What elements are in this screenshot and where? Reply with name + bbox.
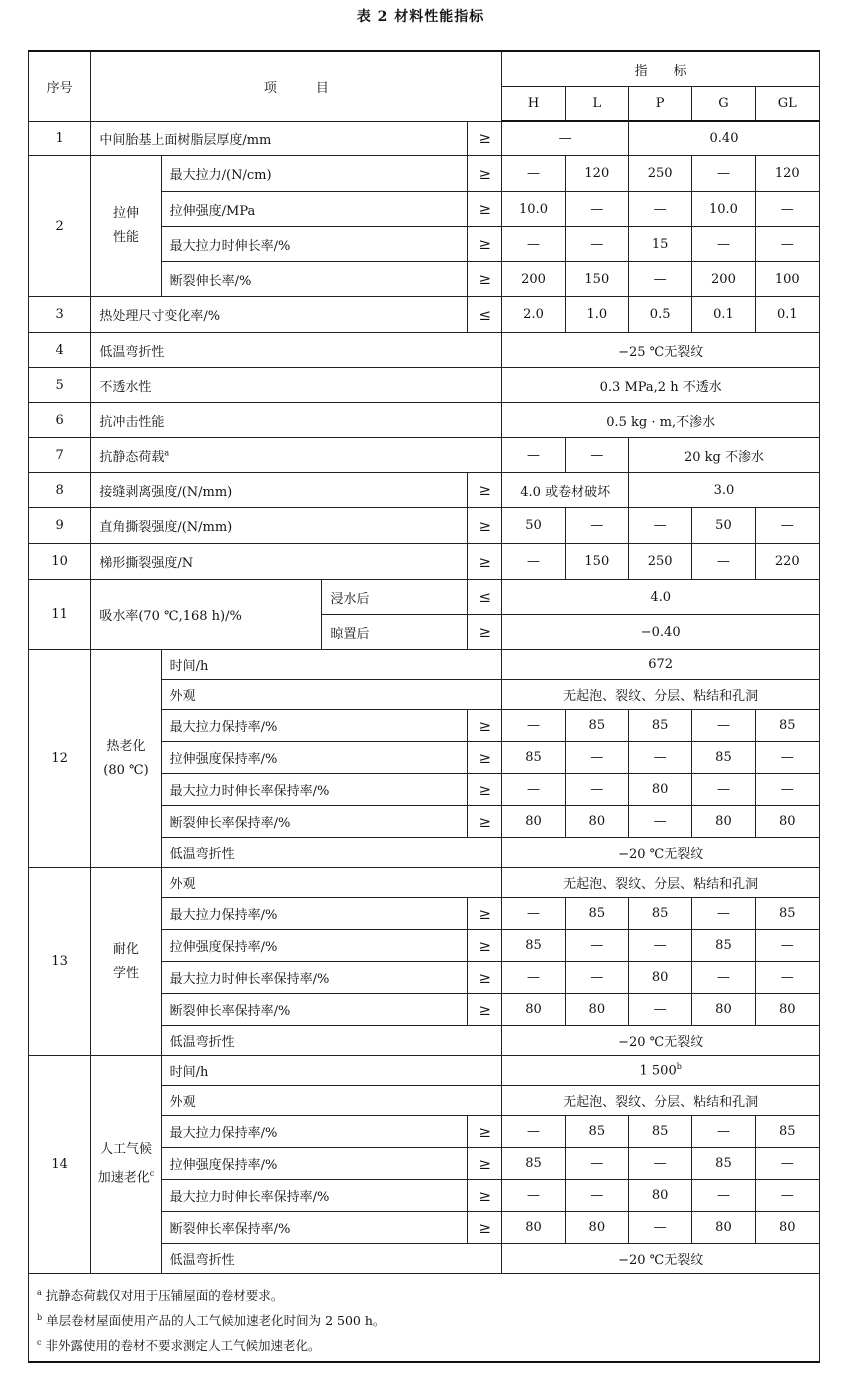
value-cell: — (502, 438, 565, 473)
item-name: 拉伸强度/MPa (161, 192, 468, 227)
value-cell: −20 ℃无裂纹 (502, 1026, 820, 1056)
item-name (91, 438, 502, 473)
group-label-line (95, 962, 156, 986)
row-number: 1 (29, 121, 91, 156)
value-cell: — (628, 994, 691, 1026)
value-cell: — (755, 930, 819, 962)
value-cell: 200 (692, 262, 755, 297)
operator (468, 1086, 502, 1116)
value-cell: 2.0 (502, 297, 565, 333)
value-cell: 80 (502, 806, 565, 838)
row-number: 9 (29, 508, 91, 544)
value-cell: — (502, 710, 565, 742)
sub-item-name: 外观 (161, 680, 468, 710)
footnote-mark: a (37, 1288, 42, 1297)
sub-item-name: 拉伸强度保持率/% (161, 1148, 468, 1180)
value-cell: 1.0 (565, 297, 628, 333)
value-cell: — (565, 192, 628, 227)
footnote-mark: c (149, 1169, 155, 1179)
value-cell: 0.1 (692, 297, 755, 333)
operator: ≥ (468, 544, 502, 580)
value-cell: 250 (628, 544, 691, 580)
group-label-line: 热老化 (106, 738, 146, 754)
item-name: 最大拉力时伸长率/% (161, 227, 468, 262)
table-row (29, 580, 820, 615)
table-row (29, 333, 820, 368)
value-cell: — (755, 1180, 819, 1212)
table-row (29, 1274, 820, 1363)
row-number: 2 (29, 156, 91, 297)
value-cell: 无起泡、裂纹、分层、粘结和孔洞 (502, 868, 820, 898)
operator (468, 1026, 502, 1056)
value-cell: 4.0 (502, 580, 820, 615)
value-cell: — (502, 898, 565, 930)
value-cell: — (755, 508, 819, 544)
operator: ≥ (468, 742, 502, 774)
footnote-mark: c (37, 1338, 42, 1347)
header-type-2: P (628, 87, 691, 122)
value-cell: — (755, 774, 819, 806)
row-number: 13 (29, 868, 91, 1056)
operator: ≥ (468, 774, 502, 806)
value-cell: — (565, 438, 628, 473)
value-cell: 150 (565, 544, 628, 580)
footnote-mark: a (164, 448, 170, 458)
value-cell: 80 (628, 1180, 691, 1212)
table-row (29, 868, 820, 898)
header-type-4: GL (755, 87, 819, 122)
value-cell: 80 (628, 962, 691, 994)
value-cell: 0.5 (628, 297, 691, 333)
sub-item-name: 断裂伸长率保持率/% (161, 1212, 468, 1244)
value-cell: 无起泡、裂纹、分层、粘结和孔洞 (502, 1086, 820, 1116)
value-cell: — (502, 962, 565, 994)
value-cell: — (692, 156, 755, 192)
item-name: 最大拉力/(N/cm) (161, 156, 468, 192)
operator: ≥ (468, 930, 502, 962)
footnote (37, 1330, 811, 1355)
group-label-line (95, 759, 156, 783)
value-cell: 无起泡、裂纹、分层、粘结和孔洞 (502, 680, 820, 710)
table-row (29, 121, 820, 156)
sub-item-name: 外观 (161, 868, 468, 898)
value-cell (502, 1056, 820, 1086)
operator: ≥ (468, 156, 502, 192)
table-row (29, 156, 820, 192)
group-label-text: 学性 (112, 965, 139, 981)
table-row (29, 473, 820, 508)
operator: ≥ (468, 262, 502, 297)
operator: ≥ (468, 1212, 502, 1244)
operator (468, 1056, 502, 1086)
table-row (29, 297, 820, 333)
group-label (91, 1056, 161, 1274)
footnote-text: 抗静态荷载仅对用于压铺屋面的卷材要求。 (45, 1288, 284, 1304)
sub-item-name: 最大拉力保持率/% (161, 1116, 468, 1148)
sub-item-name: 晾置后 (322, 615, 468, 650)
value-cell: 50 (502, 508, 565, 544)
value-cell: 100 (755, 262, 819, 297)
value-cell: 85 (755, 1116, 819, 1148)
value-cell: — (502, 227, 565, 262)
group-label-line: 人工气候 (99, 1142, 152, 1158)
header-type-1: L (565, 87, 628, 122)
value-cell: 15 (628, 227, 691, 262)
operator: ≥ (468, 898, 502, 930)
table-row (29, 650, 820, 680)
operator: ≥ (468, 1180, 502, 1212)
value-cell: — (755, 227, 819, 262)
value-cell: 85 (565, 710, 628, 742)
value-cell: — (565, 742, 628, 774)
sub-item-name: 最大拉力保持率/% (161, 898, 468, 930)
value-cell: — (565, 930, 628, 962)
table-row (29, 51, 820, 87)
row-number: 4 (29, 333, 91, 368)
value-cell: 0.40 (628, 121, 819, 156)
value-cell: 85 (502, 742, 565, 774)
operator: ≥ (468, 1148, 502, 1180)
operator (468, 838, 502, 868)
value-cell: — (692, 1180, 755, 1212)
value-cell: — (692, 1116, 755, 1148)
value-cell: — (692, 898, 755, 930)
sub-item-name: 外观 (161, 1086, 468, 1116)
value-cell: 200 (502, 262, 565, 297)
value-cell: 80 (755, 1212, 819, 1244)
value-cell: 250 (628, 156, 691, 192)
value-cell: 120 (755, 156, 819, 192)
value-cell: — (565, 1148, 628, 1180)
value-cell: — (755, 192, 819, 227)
sub-item-name: 最大拉力时伸长率保持率/% (161, 962, 468, 994)
sub-item-name: 断裂伸长率保持率/% (161, 994, 468, 1026)
sub-item-name: 低温弯折性 (161, 1026, 468, 1056)
value-cell: −20 ℃无裂纹 (502, 1244, 820, 1274)
value-cell: — (628, 742, 691, 774)
value-cell: — (628, 262, 691, 297)
value-cell: — (502, 544, 565, 580)
operator (468, 680, 502, 710)
value-cell: — (628, 192, 691, 227)
value-cell: 80 (565, 806, 628, 838)
value-cell: — (628, 1148, 691, 1180)
item-name: 吸水率(70 ℃,168 h)/% (91, 580, 322, 650)
value-cell: — (755, 742, 819, 774)
value-cell: 0.5 kg · m,不渗水 (502, 403, 820, 438)
value-cell: 20 kg 不渗水 (628, 438, 819, 473)
footnote-text: 单层卷材屋面使用产品的人工气候加速老化时间为 2 500 h。 (46, 1313, 386, 1329)
header-indicator: 指 标 (502, 51, 820, 87)
value-cell: — (755, 962, 819, 994)
item-name-text: 抗静态荷载 (99, 449, 165, 465)
value-cell: 85 (755, 898, 819, 930)
value-cell: — (628, 930, 691, 962)
value-cell: — (628, 508, 691, 544)
value-cell: 80 (692, 806, 755, 838)
item-name: 低温弯折性 (91, 333, 502, 368)
value-cell: 3.0 (628, 473, 819, 508)
value-cell: — (565, 227, 628, 262)
value-cell: 10.0 (502, 192, 565, 227)
value-cell: 85 (628, 1116, 691, 1148)
item-name: 不透水性 (91, 368, 502, 403)
value-cell: −25 ℃无裂纹 (502, 333, 820, 368)
value-text: 1 500 (639, 1063, 677, 1079)
value-cell: 85 (692, 742, 755, 774)
item-name: 接缝剥离强度/(N/mm) (91, 473, 468, 508)
sub-item-name: 拉伸强度保持率/% (161, 930, 468, 962)
value-cell: 80 (692, 994, 755, 1026)
value-cell: — (502, 774, 565, 806)
operator: ≥ (468, 1116, 502, 1148)
row-number: 7 (29, 438, 91, 473)
value-cell: 4.0 或卷材破坏 (502, 473, 629, 508)
value-cell: 85 (692, 1148, 755, 1180)
sub-item-name: 最大拉力时伸长率保持率/% (161, 774, 468, 806)
row-number: 5 (29, 368, 91, 403)
row-number: 14 (29, 1056, 91, 1274)
value-cell (502, 650, 820, 680)
row-number: 8 (29, 473, 91, 508)
group-label: 拉伸 性能 (91, 156, 161, 297)
sub-item-name: 时间/h (161, 1056, 468, 1086)
sub-item-name: 浸水后 (322, 580, 468, 615)
operator (468, 650, 502, 680)
row-number: 10 (29, 544, 91, 580)
operator: ≥ (468, 710, 502, 742)
value-cell: 80 (755, 994, 819, 1026)
item-name: 抗冲击性能 (91, 403, 502, 438)
value-cell: — (565, 962, 628, 994)
row-number: 11 (29, 580, 91, 650)
row-number: 12 (29, 650, 91, 868)
group-label-line (95, 1162, 156, 1190)
value-cell: 85 (628, 710, 691, 742)
value-cell: 0.1 (755, 297, 819, 333)
operator: ≥ (468, 121, 502, 156)
operator: ≥ (468, 192, 502, 227)
value-cell: 50 (692, 508, 755, 544)
table-row (29, 438, 820, 473)
value-cell: 85 (755, 710, 819, 742)
value-cell: 80 (692, 1212, 755, 1244)
sub-item-name: 最大拉力时伸长率保持率/% (161, 1180, 468, 1212)
value-cell: 85 (502, 1148, 565, 1180)
value-cell: — (692, 962, 755, 994)
sub-item-name: 低温弯折性 (161, 838, 468, 868)
value-cell: 10.0 (692, 192, 755, 227)
value-cell: — (565, 508, 628, 544)
group-label-text: (80 ℃) (103, 762, 149, 778)
table-row (29, 403, 820, 438)
table-row (29, 544, 820, 580)
footnote (37, 1305, 811, 1330)
footnote-mark: b (676, 1062, 682, 1072)
table-row (29, 508, 820, 544)
operator: ≤ (468, 580, 502, 615)
table-row (29, 368, 820, 403)
header-type-3: G (692, 87, 755, 122)
group-label-line: 耐化 (112, 941, 139, 957)
value-cell: 150 (565, 262, 628, 297)
value-cell: 80 (565, 994, 628, 1026)
value-cell: — (502, 121, 629, 156)
value-cell: 80 (755, 806, 819, 838)
header-seq: 序号 (29, 51, 91, 121)
footnote (37, 1280, 811, 1305)
table-title: 表 2 材料性能指标 (356, 9, 485, 25)
operator: ≥ (468, 806, 502, 838)
item-name: 梯形撕裂强度/N (91, 544, 468, 580)
item-name: 中间胎基上面树脂层厚度/mm (91, 121, 468, 156)
value-cell: 220 (755, 544, 819, 580)
value-cell: — (692, 774, 755, 806)
operator (468, 868, 502, 898)
footnotes (29, 1274, 820, 1363)
value-cell: — (502, 156, 565, 192)
value-cell: 85 (565, 898, 628, 930)
value-cell: — (502, 1116, 565, 1148)
item-name: 热处理尺寸变化率/% (91, 297, 468, 333)
value-cell: −20 ℃无裂纹 (502, 838, 820, 868)
row-number: 3 (29, 297, 91, 333)
operator: ≥ (468, 615, 502, 650)
value-cell: 80 (502, 1212, 565, 1244)
operator (468, 1244, 502, 1274)
value-cell: — (565, 774, 628, 806)
value-cell: 120 (565, 156, 628, 192)
operator: ≥ (468, 994, 502, 1026)
value-cell: — (628, 806, 691, 838)
header-item: 项 目 (91, 51, 502, 121)
operator: ≥ (468, 508, 502, 544)
value-cell: — (628, 1212, 691, 1244)
row-number: 6 (29, 403, 91, 438)
operator: ≥ (468, 227, 502, 262)
operator: ≥ (468, 962, 502, 994)
value-cell: — (502, 1180, 565, 1212)
material-performance-table (28, 50, 820, 1363)
value-cell: 85 (502, 930, 565, 962)
header-type-0: H (502, 87, 565, 122)
value-cell: 80 (502, 994, 565, 1026)
value-cell: — (565, 1180, 628, 1212)
group-label (91, 868, 161, 1056)
value-cell: 80 (628, 774, 691, 806)
table-row (29, 1056, 820, 1086)
value-text: 672 (648, 657, 674, 672)
sub-item-name: 低温弯折性 (161, 1244, 468, 1274)
item-name: 断裂伸长率/% (161, 262, 468, 297)
value-cell: 80 (565, 1212, 628, 1244)
footnote-mark: b (37, 1313, 43, 1322)
footnote-text: 非外露使用的卷材不要求测定人工气候加速老化。 (45, 1338, 321, 1354)
group-label (91, 650, 161, 868)
value-cell: — (755, 1148, 819, 1180)
value-cell: 0.3 MPa,2 h 不透水 (502, 368, 820, 403)
value-cell: — (692, 710, 755, 742)
value-cell: 85 (565, 1116, 628, 1148)
value-cell: — (692, 227, 755, 262)
sub-item-name: 断裂伸长率保持率/% (161, 806, 468, 838)
value-cell: — (692, 544, 755, 580)
value-cell: 85 (628, 898, 691, 930)
value-cell: 85 (692, 930, 755, 962)
value-cell: −0.40 (502, 615, 820, 650)
sub-item-name: 时间/h (161, 650, 468, 680)
operator: ≤ (468, 297, 502, 333)
item-name: 直角撕裂强度/(N/mm) (91, 508, 468, 544)
sub-item-name: 最大拉力保持率/% (161, 710, 468, 742)
group-label-text: 加速老化 (97, 1170, 150, 1186)
sub-item-name: 拉伸强度保持率/% (161, 742, 468, 774)
operator: ≥ (468, 473, 502, 508)
